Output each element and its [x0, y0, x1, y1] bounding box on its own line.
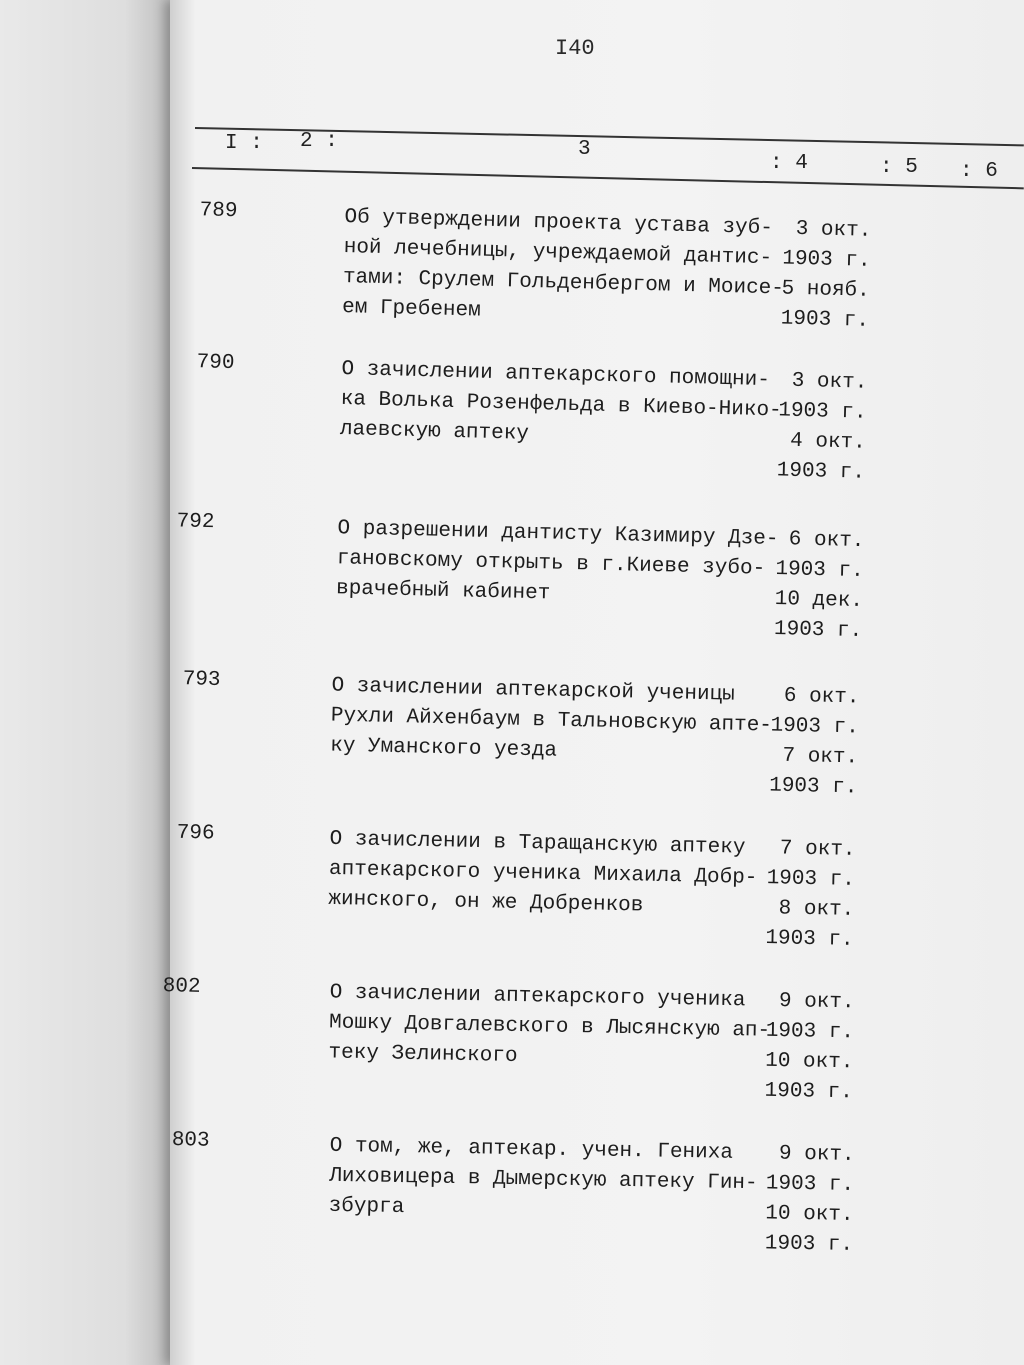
entry-number: 790: [196, 351, 235, 376]
entry-dates: 9 окт. 1903 г. 10 окт. 1903 г.: [764, 989, 855, 1105]
entry-dates: 3 окт. 1903 г. 4 окт. 1903 г.: [776, 369, 868, 485]
column-header-4: : 4: [770, 152, 808, 175]
left-page-edge: [0, 60, 162, 1360]
column-header-3: 3: [578, 138, 591, 161]
entry-number: 796: [176, 821, 215, 846]
entry-number: 789: [199, 199, 238, 224]
left-page: [0, 0, 178, 1365]
entry-dates: 9 окт. 1903 г. 10 окт. 1903 г.: [764, 1142, 855, 1257]
entry-dates: 6 окт. 1903 г. 10 дек. 1903 г.: [773, 528, 865, 644]
column-header-2: 2 :: [300, 130, 338, 153]
page-number: I40: [555, 36, 595, 61]
entry-description: Об утверждении проекта устава зуб- ной лечебницы, учреждаемой дантис- тами: Срулем Гольденбергом и Моисе- ем Гребенем: [341, 206, 785, 323]
entry-number: 803: [171, 1129, 210, 1153]
entry-dates: 6 окт. 1903 г. 7 окт. 1903 г.: [768, 684, 860, 800]
column-header-1: I :: [225, 132, 263, 155]
entry-description: О разрешении дантисту Казимиру Дзе- гановскому открыть в г.Киеве зубо- врачебный кабинет: [335, 517, 779, 606]
entry-description: О зачислении аптекарского помощни- ка Волька Розенфельда в Киево-Нико- лаевскую аптеку: [339, 357, 782, 446]
entry-description: О том, же, аптекар. учен. Гениха Лиховицера в Дымерскую аптеку Гин- збурга: [328, 1134, 758, 1220]
entry-number: 792: [176, 510, 215, 535]
entry-dates: 7 окт. 1903 г. 8 окт. 1903 г.: [765, 837, 856, 952]
column-header-6: : 6: [960, 160, 998, 183]
entry-description: О зачислении аптекарского ученика Мошку Довгалевского в Лысянскую ап- теку Зелинского: [328, 981, 771, 1068]
entry-number: 802: [162, 975, 201, 999]
entry-description: О зачислении в Таращанскую аптеку аптекарского ученика Михаила Добр- жинского, он же Добренков: [328, 827, 758, 918]
column-header-5: : 5: [880, 156, 918, 179]
entry-description: О зачислении аптекарской ученицы Рухли Айхенбаум в Тальновскую апте- ку Уманского уезда: [329, 674, 773, 763]
entry-dates: 3 окт. 1903 г. 5 нояб. 1903 г.: [780, 217, 872, 333]
entry-number: 793: [182, 668, 221, 693]
